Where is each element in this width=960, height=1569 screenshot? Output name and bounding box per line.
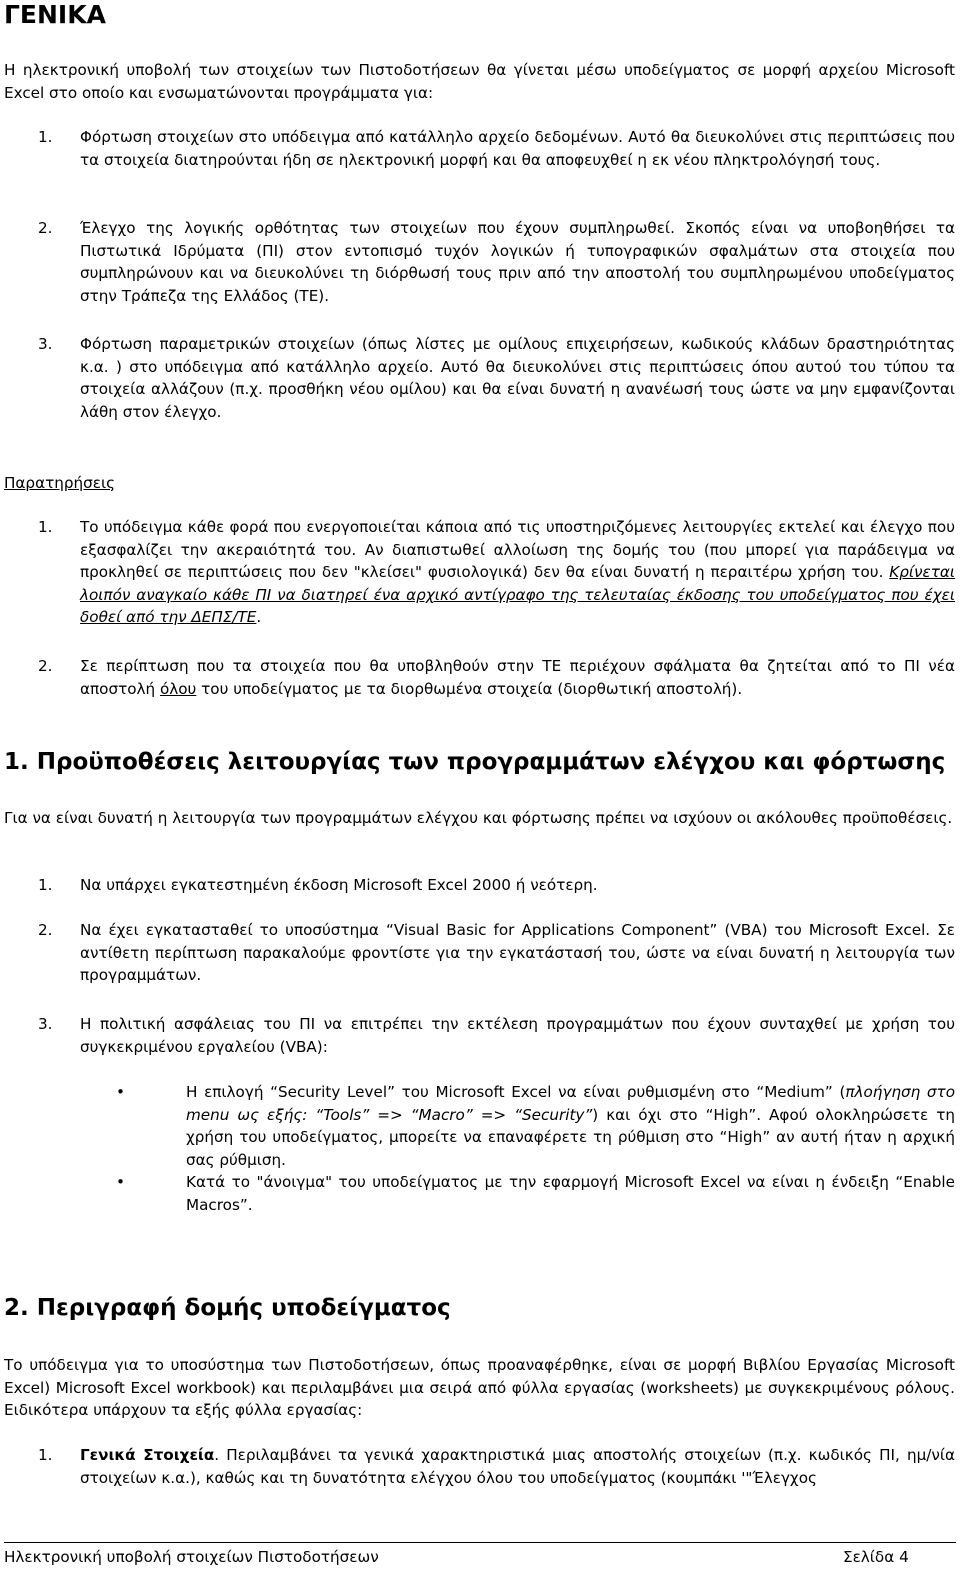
sheet-name: Γενικά Στοιχεία [80,1446,215,1464]
note-item [80,655,955,700]
structure-intro: Το υπόδειγμα για το υποσύστημα των Πιστοδοτήσεων, όπως προαναφέρθηκε, είναι σε μορφή Βιβλίου Εργασίας Microsoft Excel) Microsoft Excel workbook) και περιλαμβάνει μια σειρά από φύλλα εργασίας (worksheets) με συγκεκριμένους ρόλους. Ειδικότερα υπάρχουν τα εξής φύλλα εργασίας: [4,1356,955,1420]
list-item-number: 3. [38,335,53,353]
note-end: . [256,608,262,627]
list-item-number: 3. [38,1015,53,1033]
bullet-text-end: ) και όχι στο “High”. Αφού ολοκληρώσετε τη χρήση του υποδείγματος, μπορείτε να επαναφέρετε τη ρύθμιση στο “High” αν αυτή ήταν η αρχική σας ρύθμιση. [186,1105,955,1169]
list-item: Φόρτωση στοιχείων στο υπόδειγμα από κατάλληλο αρχείο δεδομένων. Αυτό θα διευκολύνει στις περιπτώσεις που τα στοιχεία διατηρούνται ήδη σε ηλεκτρονική μορφή και θα αποφευχθεί η εκ νέου πληκτρολόγησή τους. [80,128,955,169]
note-text-end: του υποδείγματος με τα διορθωμένα στοιχεία (διορθωτική αποστολή). [196,679,743,698]
note-number: 2. [38,657,53,675]
list-item [80,1444,955,1489]
list-item: Να υπάρχει εγκατεστημένη έκδοση Microsoft Excel 2000 ή νεότερη. [80,876,598,894]
sheet-description: . Περιλαμβάνει τα γενικά χαρακτηριστικά μιας αποστολής στοιχείων (π.χ. κωδικός ΠΙ, ημ/νία στοιχείων κ.α.), καθώς και τη δυνατότητα ελέγχου όλου του υποδείγματος (κουμπάκι '"Έλεγχος [80,1446,955,1487]
list-item: Έλεγχο της λογικής ορθότητας των στοιχείων που έχουν συμπληρωθεί. Σκοπός είναι να υποβοηθήσει τα Πιστωτικά Ιδρύματα (ΠΙ) στον εντοπισμό τυχόν λογικών ή τυπογραφικών σφαλμάτων στα στοιχεία που συμπληρώνουν και να διευκολύνει τη διόρθωσή τους πριν από την αποστολή του συμπληρωμένου υποδείγματος στην Τράπεζα της Ελλάδος (ΤΕ). [80,219,955,305]
prereq-intro: Για να είναι δυνατή η λειτουργία των προγραμμάτων ελέγχου και φόρτωσης πρέπει να ισχύουν οι ακόλουθες προϋποθέσεις. [4,809,953,827]
note-text: Το υπόδειγμα κάθε φορά που ενεργοποιείται κάποια από τις υποστηριζόμενες λειτουργίες εκτελεί και έλεγχο που εξασφαλίζει την ακεραιότητά του. Αν διαπιστωθεί αλλοίωση της δομής του (που μπορεί για παράδειγμα να προκληθεί σε περιπτώσεις που δεν "κλείσει" φυσιολογικά) δεν θα είναι δυνατή η περαιτέρω χρήση του. [80,518,955,582]
list-item: Η πολιτική ασφάλειας του ΠΙ να επιτρέπει την εκτέλεση προγραμμάτων που έχουν συνταχθεί με χρήση του συγκεκριμένου εργαλείου (VBA): [80,1015,955,1056]
intro-paragraph: Η ηλεκτρονική υποβολή των στοιχείων των Πιστοδοτήσεων θα γίνεται μέσω υποδείγματος σε μορφή αρχείου Microsoft Excel στο οποίο και ενσωματώνονται προγράμματα για: [4,61,955,102]
bullet-item [186,1081,955,1171]
heading-structure: 2. Περιγραφή δομής υποδείγματος [4,1295,451,1321]
list-item-number: 2. [38,921,53,939]
list-item-number: 1. [38,876,53,894]
note-text: Σε περίπτωση που τα στοιχεία που θα υποβληθούν στην ΤΕ περιέχουν σφάλματα θα ζητείται από το ΠΙ νέα αποστολή [80,657,955,698]
heading-prerequisites: 1. Προϋποθέσεις λειτουργίας των προγραμμάτων ελέγχου και φόρτωσης [4,749,946,775]
note-emphasis: Κρίνεται λοιπόν αναγκαίο κάθε ΠΙ να διατηρεί ένα αρχικό αντίγραφο της τελευταίας έκδοσης του υποδείγματος που έχει δοθεί από την ΔΕΠΣ/ΤΕ [80,563,955,627]
footer-divider [4,1542,956,1543]
note-underline: όλου [159,679,197,698]
page-number: Σελίδα 4 [843,1548,909,1566]
note-number: 1. [38,518,53,536]
list-item: Φόρτωση παραμετρικών στοιχείων (όπως λίστες με ομίλους επιχειρήσεων, κωδικούς κλάδων δραστηριότητας κ.α. ) στο υπόδειγμα από κατάλληλο αρχείο. Αυτό θα διευκολύνει στις περιπτώσεις όπου αυτού του τύπου τα στοιχεία αλλάζουν (π.χ. προσθήκη νέου ομίλου) και θα είναι δυνατή η ανανέωσή τους ώστε να μην εμφανίζονται λάθη στον έλεγχο. [80,335,955,421]
list-item-number: 2. [38,219,53,237]
bullet-icon: • [116,1083,125,1101]
list-item-number: 1. [38,1446,53,1464]
list-item-number: 1. [38,128,53,146]
bullet-italic: πλοήγηση στο menu ως εξής: “Tools” => “Macro” => “Security” [186,1083,955,1124]
bullet-item: Κατά το "άνοιγμα" του υποδείγματος με την εφαρμογή Microsoft Excel να είναι η ένδειξη “Enable Macros”. [186,1173,955,1214]
notes-heading: Παρατηρήσεις [4,474,116,492]
footer-title: Ηλεκτρονική υποβολή στοιχείων Πιστοδοτήσεων [4,1548,379,1566]
bullet-icon: • [116,1173,125,1191]
note-item [80,516,955,629]
list-item: Να έχει εγκατασταθεί το υποσύστημα “Visual Basic for Applications Component” (VBA) του Microsoft Excel. Σε αντίθετη περίπτωση παρακαλούμε φροντίστε για την εγκατάστασή του, ώστε να είναι δυνατή η λειτουργία των προγραμμάτων. [80,921,955,985]
section-title: ΓΕΝΙΚΑ [4,0,106,29]
bullet-text: Η επιλογή “Security Level” του Microsoft Excel να είναι ρυθμισμένη στο “Medium” ( [186,1083,846,1101]
